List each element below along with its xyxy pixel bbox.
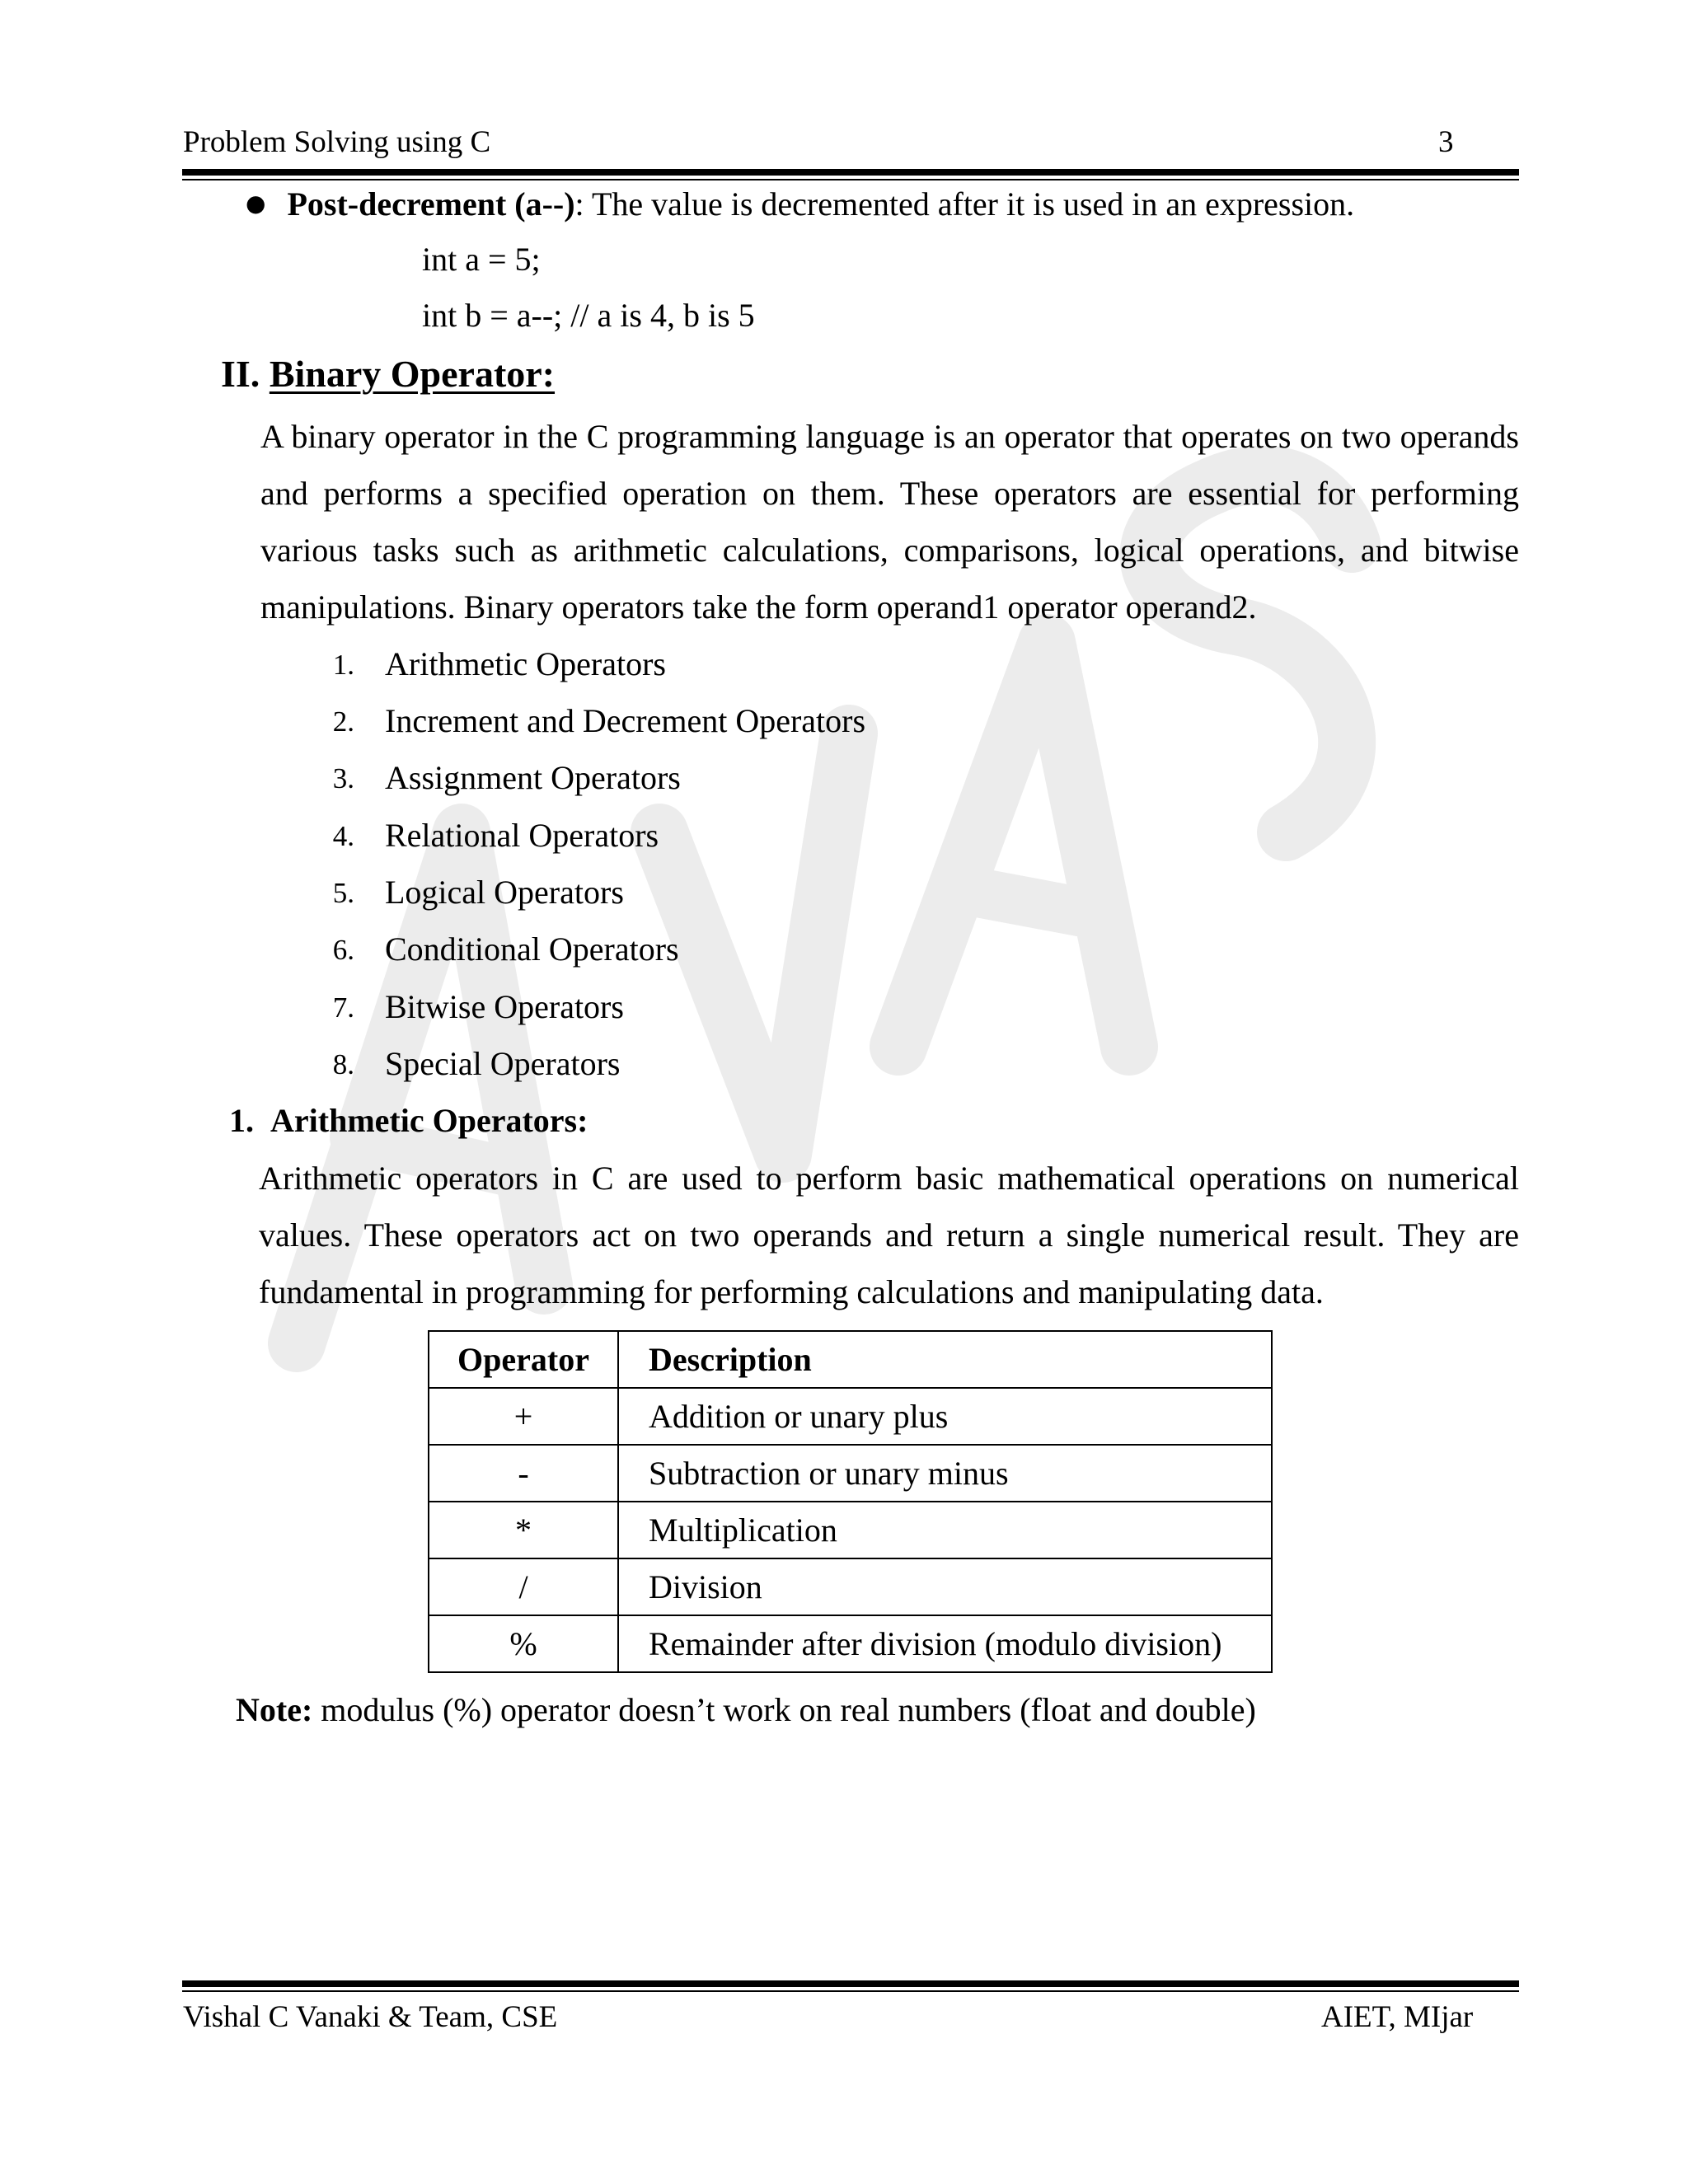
footer-rule <box>182 1980 1519 1987</box>
table-header-cell: Description <box>618 1331 1272 1388</box>
table-cell: Addition or unary plus <box>618 1388 1272 1445</box>
paragraph-line: A binary operator in the C programming language is an operator that operates on two operands <box>260 418 1519 455</box>
table-cell: Subtraction or unary minus <box>618 1445 1272 1502</box>
code-line: int b = a--; // a is 4, b is 5 <box>422 297 755 334</box>
list-number: 2. <box>332 705 354 738</box>
paragraph-line: fundamental in programming for performing calculations and manipulating data. <box>259 1273 1324 1310</box>
list-number: 1. <box>332 649 354 681</box>
note-text: modulus (%) operator doesn’t work on real numbers (float and double) <box>312 1691 1256 1728</box>
table-row <box>429 1502 1272 1558</box>
list-item: Bitwise Operators <box>385 988 624 1025</box>
table-cell: Division <box>618 1558 1272 1615</box>
list-number: 7. <box>332 991 354 1024</box>
bullet-item <box>246 185 1355 223</box>
code-line: int a = 5; <box>422 241 541 278</box>
footer-left: Vishal C Vanaki & Team, CSE <box>183 2000 558 2034</box>
footer-rule-thin <box>182 1990 1519 1992</box>
table-cell: % <box>429 1615 618 1672</box>
list-item: Increment and Decrement Operators <box>385 702 866 739</box>
table-cell: * <box>429 1502 618 1558</box>
table-row <box>429 1445 1272 1502</box>
bullet-text: : The value is decremented after it is used in an expression. <box>574 185 1355 223</box>
header-title: Problem Solving using C <box>183 125 491 159</box>
bullet-label: Post-decrement (a--) <box>287 185 575 223</box>
page-number: 3 <box>1438 125 1454 159</box>
header-rule-thin <box>182 179 1519 180</box>
list-number: 8. <box>332 1048 354 1080</box>
table-cell: Multiplication <box>618 1502 1272 1558</box>
paragraph-line: and performs a specified operation on them. These operators are essential for performing <box>260 475 1519 512</box>
table-cell: - <box>429 1445 618 1502</box>
list-number: 3. <box>332 762 354 794</box>
table-row <box>429 1558 1272 1615</box>
paragraph-line: Arithmetic operators in C are used to perform basic mathematical operations on numerical <box>259 1160 1519 1197</box>
list-item: Logical Operators <box>385 874 624 911</box>
paragraph-line: manipulations. Binary operators take the form operand1 operator operand2. <box>260 588 1257 626</box>
list-item: Arithmetic Operators <box>385 645 666 682</box>
note <box>236 1691 1256 1728</box>
table-header-cell: Operator <box>429 1331 618 1388</box>
watermark-letter-v <box>659 733 849 1154</box>
table-row <box>429 1615 1272 1672</box>
note-label: Note: <box>236 1691 313 1728</box>
table-cell: Remainder after division (modulo division) <box>618 1615 1272 1672</box>
list-number: 5. <box>332 877 354 909</box>
watermark-letter-s <box>1149 475 1352 832</box>
subsection-heading <box>229 1104 588 1137</box>
list-item: Conditional Operators <box>385 930 679 968</box>
watermark-letter-a2 <box>898 643 1129 1047</box>
table-row <box>429 1388 1272 1445</box>
table-header-row <box>429 1331 1272 1388</box>
list-item: Relational Operators <box>385 817 659 854</box>
subsection-number: 1. <box>229 1102 254 1139</box>
section-numeral: II. <box>221 353 260 395</box>
list-number: 6. <box>332 934 354 966</box>
operators-table <box>428 1330 1273 1673</box>
paragraph-line: values. These operators act on two operands and return a single numerical result. They are <box>259 1216 1519 1254</box>
list-item: Special Operators <box>385 1045 621 1082</box>
section-title: Binary Operator: <box>269 353 556 395</box>
subsection-title: Arithmetic Operators: <box>270 1102 588 1139</box>
paragraph-line: various tasks such as arithmetic calculations, comparisons, logical operations, and bitwise <box>260 532 1519 569</box>
list-number: 4. <box>332 820 354 852</box>
table-cell: + <box>429 1388 618 1445</box>
footer-right: AIET, MIjar <box>1321 2000 1474 2034</box>
list-item: Assignment Operators <box>385 759 681 796</box>
bullet-marker: ● <box>246 190 266 217</box>
header-rule <box>182 169 1519 176</box>
section-heading <box>221 355 555 393</box>
table-cell: / <box>429 1558 618 1615</box>
